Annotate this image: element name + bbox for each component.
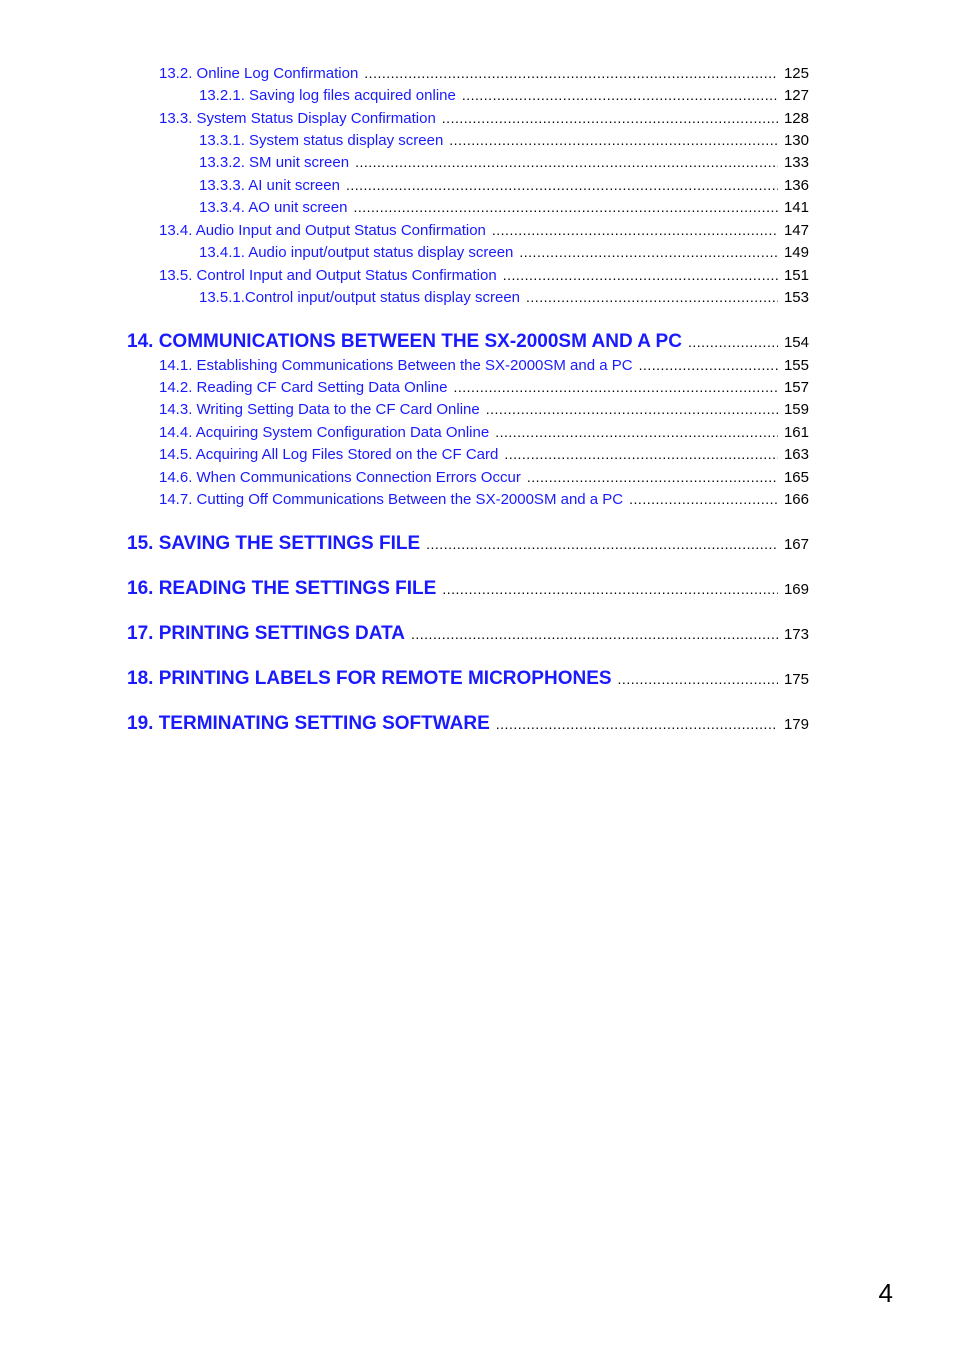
toc-section-entry[interactable] <box>159 424 809 441</box>
toc-entry-page: 179 <box>783 716 809 733</box>
toc-entry-label: 13.3. System Status Display Confirmation <box>159 110 436 127</box>
toc-chapter-entry[interactable] <box>127 668 809 690</box>
toc-dot-leader <box>496 716 778 732</box>
toc-entry-label: 14.7. Cutting Off Communications Between the SX-2000SM and a PC <box>159 491 624 508</box>
toc-entry-page: 151 <box>783 267 809 284</box>
toc-entry-page: 165 <box>783 469 809 486</box>
toc-section-entry[interactable] <box>199 199 809 216</box>
toc-dot-leader <box>618 671 778 687</box>
toc-entry-label: 16. READING THE SETTINGS FILE <box>127 578 437 599</box>
toc-entry-page: 130 <box>783 132 809 149</box>
toc-dot-leader <box>449 132 778 148</box>
toc-chapter-entry[interactable] <box>127 623 809 645</box>
toc-entry-page: 167 <box>783 536 809 553</box>
toc-entry-page: 127 <box>783 87 809 104</box>
toc-section-entry[interactable] <box>159 401 809 418</box>
toc-dot-leader <box>495 424 778 440</box>
toc-dot-leader <box>346 177 778 193</box>
toc-entry-label: 14.1. Establishing Communications Between the SX-2000SM and a PC <box>159 357 633 374</box>
toc-section-entry[interactable] <box>199 132 809 149</box>
toc-entry-label: 14.2. Reading CF Card Setting Data Online <box>159 379 448 396</box>
toc-entry-label: 19. TERMINATING SETTING SOFTWARE <box>127 713 490 734</box>
toc-entry-label: 13.2. Online Log Confirmation <box>159 65 359 82</box>
toc-chapter-entry[interactable] <box>127 578 809 600</box>
toc-chapter-entry[interactable] <box>127 713 809 735</box>
toc-entry-label: 13.3.2. SM unit screen <box>199 154 350 171</box>
toc-dot-leader <box>355 154 778 170</box>
toc-entry-page: 169 <box>783 581 809 598</box>
toc-section-entry[interactable] <box>159 357 809 374</box>
toc-entry-label: 14.3. Writing Setting Data to the CF Card Online <box>159 401 480 418</box>
toc-entry-label: 13.2.1. Saving log files acquired online <box>199 87 456 104</box>
toc-dot-leader <box>526 289 778 305</box>
toc-dot-leader <box>688 334 778 350</box>
toc-entry-label: 13.3.4. AO unit screen <box>199 199 348 216</box>
toc-entry-label: 13.5. Control Input and Output Status Confirmation <box>159 267 497 284</box>
toc-entry-page: 149 <box>783 244 809 261</box>
toc-entry-label: 13.3.3. AI unit screen <box>199 177 340 194</box>
toc-entry-page: 153 <box>783 289 809 306</box>
toc-dot-leader <box>519 244 778 260</box>
toc-dot-leader <box>503 267 778 283</box>
toc-dot-leader <box>486 401 778 417</box>
toc-chapter-entry[interactable] <box>127 331 809 353</box>
toc-entry-page: 166 <box>783 491 809 508</box>
toc-entry-label: 14.6. When Communications Connection Errors Occur <box>159 469 521 486</box>
toc-dot-leader <box>442 110 778 126</box>
toc-entry-page: 173 <box>783 626 809 643</box>
toc-section-entry[interactable] <box>159 222 809 239</box>
toc-dot-leader <box>364 65 778 81</box>
toc-dot-leader <box>454 379 778 395</box>
toc-dot-leader <box>639 357 778 373</box>
toc-entry-label: 15. SAVING THE SETTINGS FILE <box>127 533 421 554</box>
toc-dot-leader <box>411 626 778 642</box>
toc-entry-label: 17. PRINTING SETTINGS DATA <box>127 623 405 644</box>
toc-entry-label: 13.4.1. Audio input/output status display screen <box>199 244 514 261</box>
toc-entry-page: 125 <box>783 65 809 82</box>
toc-entry-page: 128 <box>783 110 809 127</box>
toc-entry-page: 175 <box>783 671 809 688</box>
toc-dot-leader <box>492 222 778 238</box>
toc-section-entry[interactable] <box>199 154 809 171</box>
toc-entry-page: 136 <box>783 177 809 194</box>
toc-section-entry[interactable] <box>159 491 809 508</box>
toc-entry-page: 163 <box>783 446 809 463</box>
toc-entry-page: 157 <box>783 379 809 396</box>
toc-entry-page: 161 <box>783 424 809 441</box>
toc-entry-label: 13.4. Audio Input and Output Status Confirmation <box>159 222 486 239</box>
toc-entry-label: 13.3.1. System status display screen <box>199 132 444 149</box>
toc-entry-page: 159 <box>783 401 809 418</box>
toc-section-entry[interactable] <box>159 446 809 463</box>
toc-section-entry[interactable] <box>199 289 809 306</box>
toc-section-entry[interactable] <box>159 379 809 396</box>
toc-dot-leader <box>504 446 778 462</box>
toc-dot-leader <box>629 491 778 507</box>
toc-dot-leader <box>462 87 778 103</box>
toc-dot-leader <box>426 536 778 552</box>
toc-dot-leader <box>442 581 778 597</box>
toc-entry-label: 14.4. Acquiring System Configuration Data Online <box>159 424 490 441</box>
toc-section-entry[interactable] <box>199 177 809 194</box>
toc-section-entry[interactable] <box>199 87 809 104</box>
toc-entry-page: 155 <box>783 357 809 374</box>
toc-entry-page: 154 <box>783 334 809 351</box>
toc-entry-label: 13.5.1.Control input/output status display screen <box>199 289 521 306</box>
toc-section-entry[interactable] <box>159 110 809 127</box>
toc-dot-leader <box>353 199 778 215</box>
toc-chapter-entry[interactable] <box>127 533 809 555</box>
toc-entry-label: 18. PRINTING LABELS FOR REMOTE MICROPHONES <box>127 668 612 689</box>
toc-entry-page: 133 <box>783 154 809 171</box>
toc-entry-page: 147 <box>783 222 809 239</box>
toc-entry-label: 14.5. Acquiring All Log Files Stored on the CF Card <box>159 446 499 463</box>
toc-dot-leader <box>527 469 778 485</box>
toc-entry-label: 14. COMMUNICATIONS BETWEEN THE SX-2000SM AND A PC <box>127 331 682 352</box>
toc-section-entry[interactable] <box>199 244 809 261</box>
toc-section-entry[interactable] <box>159 469 809 486</box>
toc-entry-page: 141 <box>783 199 809 216</box>
toc-section-entry[interactable] <box>159 267 809 284</box>
page-number: 4 <box>878 1278 893 1308</box>
toc-section-entry[interactable] <box>159 65 809 82</box>
